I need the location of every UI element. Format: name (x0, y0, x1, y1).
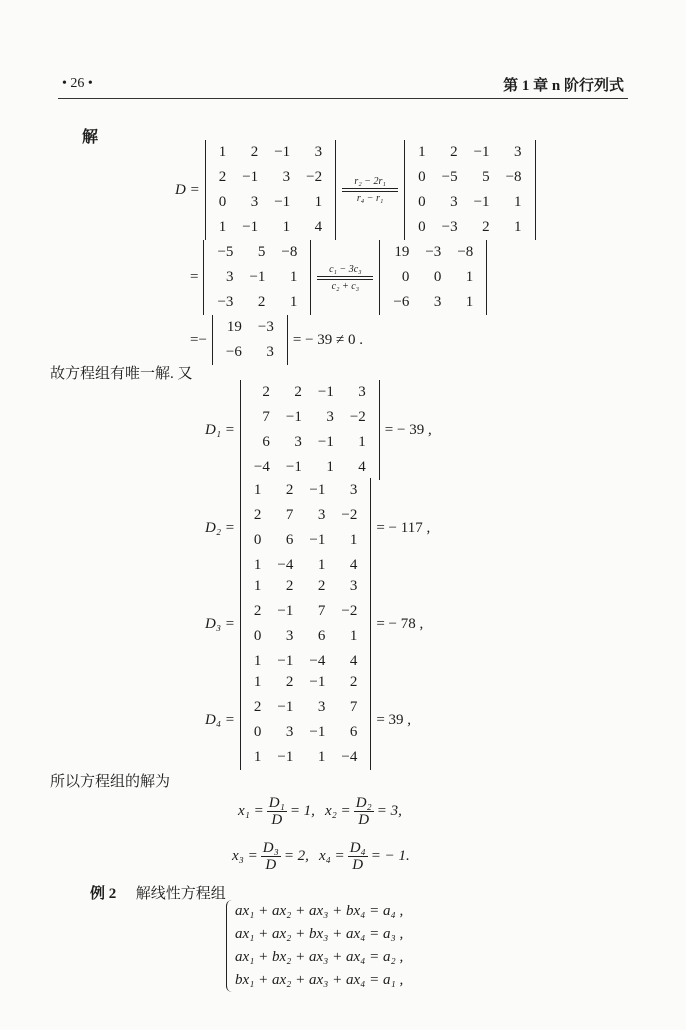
matrix-cell: −3 (441, 219, 458, 235)
matrix-cell: 2 (253, 507, 262, 523)
matrix-cell: 3 (294, 434, 302, 450)
matrix-row (218, 315, 282, 340)
matrix-cell: 0 (418, 219, 426, 235)
matrix-cell: −1 (309, 482, 326, 498)
matrix-cell: 1 (282, 219, 291, 235)
chapter-title: 第 1 章 n 阶行列式 (503, 78, 624, 94)
matrix-cell: 6 (285, 532, 294, 548)
example-heading (90, 882, 226, 903)
matrix-cell: 0 (253, 532, 262, 548)
matrix-cell: −1 (473, 144, 490, 160)
matrix-cell: 1 (253, 749, 262, 765)
matrix-cell: 6 (317, 628, 326, 644)
matrix-cell: 1 (514, 194, 522, 210)
D4-row (200, 670, 416, 770)
x4-rhs: = − 1. (370, 848, 410, 864)
matrix-cell: 1 (358, 434, 366, 450)
equation-1: ax₁ + ax₂ + ax₃ + bx₄ = a₄ , (235, 903, 404, 919)
D3-row (200, 574, 428, 674)
matrix-cell: −4 (341, 749, 358, 765)
page-number: • 26 • (62, 76, 93, 91)
matrix-cell: −1 (309, 724, 326, 740)
matrix-cell: 2 (257, 294, 266, 310)
matrix-cell: 2 (294, 384, 302, 400)
solution-text: 所以方程组的解为 (50, 774, 171, 790)
matrix-table (209, 240, 305, 315)
matrix-row (211, 165, 330, 190)
matrix-cell: 3 (433, 294, 442, 310)
matrix-cell: 1 (218, 219, 227, 235)
example-text: 解线性方程组 (135, 886, 226, 902)
matrix-cell: −2 (306, 169, 323, 185)
matrix-row (246, 624, 365, 649)
det-D-reduced (404, 140, 535, 240)
D-result: = − 39 ≠ 0 . (292, 331, 364, 348)
matrix-row (246, 574, 365, 599)
matrix-cell: 1 (317, 557, 326, 573)
matrix-cell: −1 (277, 603, 294, 619)
matrix-cell: 1 (349, 628, 358, 644)
matrix-cell: 3 (282, 169, 291, 185)
matrix-cell: 3 (514, 144, 522, 160)
matrix-cell: 5 (257, 244, 266, 260)
matrix-table (218, 315, 282, 365)
matrix-row (410, 140, 529, 165)
matrix-cell: 7 (317, 603, 326, 619)
equation-3: ax₁ + bx₂ + ax₃ + ax₄ = a₂ , (235, 949, 404, 965)
det-2x2 (212, 315, 288, 365)
D-label: D = (175, 181, 200, 198)
matrix-cell: 6 (349, 724, 358, 740)
fraction-D4-D (348, 840, 368, 873)
matrix-cell: 3 (266, 344, 274, 360)
matrix-cell: −5 (441, 169, 458, 185)
matrix-cell: −2 (341, 507, 358, 523)
matrix-cell: 3 (317, 507, 326, 523)
matrix-cell: 1 (289, 269, 298, 285)
matrix-row (246, 430, 374, 455)
D2-row (200, 478, 435, 578)
frac-num: D₃ (262, 840, 279, 856)
matrix-cell: −6 (225, 344, 242, 360)
matrix-cell: −1 (274, 194, 291, 210)
matrix-cell: 1 (465, 269, 474, 285)
x3-lhs: x₃ = (232, 848, 258, 864)
x2-rhs: = 3, (376, 803, 402, 819)
matrix-cell: 3 (314, 144, 323, 160)
fraction-D2-D (354, 795, 374, 828)
det-3x3 (203, 240, 311, 315)
D1-label: D₁ = (205, 421, 235, 438)
row-op-top: r₂ − 2r₁ (354, 176, 386, 187)
double-bar (317, 276, 373, 280)
matrix-row (246, 455, 374, 480)
matrix-cell: 2 (218, 169, 227, 185)
matrix-cell: −4 (253, 459, 270, 475)
matrix-row (209, 290, 305, 315)
matrix-cell: −1 (249, 269, 266, 285)
x2-lhs: x₂ = (324, 803, 351, 819)
header-rule (58, 98, 628, 99)
D4-label: D₄ = (205, 711, 235, 728)
solve-label: 解 (82, 129, 99, 146)
matrix-cell: 3 (326, 409, 334, 425)
matrix-cell: 1 (253, 482, 262, 498)
matrix-table (246, 574, 365, 674)
matrix-row (246, 745, 365, 770)
D2-label: D₂ = (205, 519, 235, 536)
matrix-cell: 3 (285, 628, 294, 644)
frac-num: D₁ (268, 795, 285, 811)
matrix-table (410, 140, 529, 240)
matrix-row (410, 215, 529, 240)
matrix-cell: −1 (309, 532, 326, 548)
x1-lhs: x₁ = (238, 803, 264, 819)
matrix-cell: 2 (253, 603, 262, 619)
matrix-cell: 5 (482, 169, 490, 185)
matrix-cell: 1 (253, 557, 262, 573)
matrix-row (246, 670, 365, 695)
equals-minus: =− (190, 331, 207, 348)
matrix-table (246, 380, 374, 480)
matrix-row (385, 240, 481, 265)
matrix-cell: 1 (514, 219, 522, 235)
matrix-cell: −1 (242, 219, 259, 235)
matrix-cell: −1 (317, 384, 334, 400)
matrix-cell: 3 (349, 578, 358, 594)
matrix-table (246, 670, 365, 770)
matrix-cell: 1 (326, 459, 334, 475)
matrix-row (410, 165, 529, 190)
matrix-cell: 1 (349, 532, 358, 548)
matrix-cell: 2 (285, 674, 294, 690)
matrix-cell: 0 (401, 269, 410, 285)
matrix-cell: 2 (317, 578, 326, 594)
matrix-cell: 1 (418, 144, 426, 160)
matrix-cell: 0 (418, 194, 426, 210)
matrix-cell: −2 (341, 603, 358, 619)
matrix-table (246, 478, 365, 578)
matrix-row (209, 240, 305, 265)
det-step-1 (170, 140, 536, 240)
D4-result: = 39 , (376, 711, 412, 728)
matrix-cell: 3 (250, 194, 259, 210)
matrix-cell: 4 (358, 459, 366, 475)
matrix-row (385, 290, 481, 315)
matrix-cell: 7 (262, 409, 270, 425)
det-D4 (240, 670, 371, 770)
matrix-cell: 0 (418, 169, 426, 185)
matrix-cell: 2 (285, 578, 294, 594)
matrix-cell: 1 (218, 144, 227, 160)
D3-label: D₃ = (205, 615, 235, 632)
matrix-cell: 0 (433, 269, 442, 285)
row-operation (342, 176, 398, 204)
matrix-cell: −8 (505, 169, 522, 185)
matrix-cell: 19 (226, 319, 242, 335)
linear-system (226, 900, 403, 992)
frac-den: D (358, 812, 370, 828)
matrix-cell: 3 (285, 724, 294, 740)
matrix-cell: −1 (277, 699, 294, 715)
matrix-cell: 3 (317, 699, 326, 715)
matrix-cell: −3 (425, 244, 442, 260)
matrix-cell: −1 (285, 409, 302, 425)
matrix-cell: −1 (277, 653, 294, 669)
col-op-top: c₁ − 3c₃ (329, 263, 362, 275)
matrix-cell: 1 (289, 294, 298, 310)
matrix-cell: −1 (309, 674, 326, 690)
matrix-cell: 1 (314, 194, 323, 210)
D3-result: = − 78 , (376, 615, 424, 632)
matrix-row (246, 405, 374, 430)
matrix-row (246, 503, 365, 528)
matrix-cell: 0 (218, 194, 227, 210)
matrix-cell: 1 (253, 674, 262, 690)
matrix-cell: 19 (394, 244, 410, 260)
equation-4: bx₁ + ax₂ + ax₃ + ax₄ = a₁ , (235, 972, 404, 988)
matrix-cell: 4 (349, 557, 358, 573)
D2-result: = − 117 , (376, 519, 431, 536)
matrix-row (246, 478, 365, 503)
matrix-cell: −1 (285, 459, 302, 475)
matrix-cell: 2 (250, 144, 259, 160)
x3-rhs: = 2, (283, 848, 309, 864)
matrix-cell: 2 (285, 482, 294, 498)
frac-num: D₂ (355, 795, 372, 811)
matrix-cell: 2 (450, 144, 458, 160)
matrix-cell: −3 (257, 319, 274, 335)
matrix-cell: 0 (253, 724, 262, 740)
equation-2: ax₁ + ax₂ + bx₃ + ax₄ = a₃ , (235, 926, 404, 942)
matrix-row (246, 599, 365, 624)
matrix-row (246, 528, 365, 553)
fraction-D1-D (267, 795, 287, 828)
matrix-cell: −8 (457, 244, 474, 260)
det-step-3 (185, 315, 368, 365)
matrix-cell: −3 (217, 294, 234, 310)
matrix-row (209, 265, 305, 290)
matrix-cell: 2 (253, 699, 262, 715)
matrix-cell: −1 (274, 144, 291, 160)
matrix-row (246, 695, 365, 720)
matrix-cell: −1 (277, 749, 294, 765)
matrix-cell: 1 (317, 749, 326, 765)
matrix-cell: 6 (262, 434, 270, 450)
col-op-bottom: c₂ + c₃ (331, 280, 360, 292)
matrix-cell: 0 (253, 628, 262, 644)
matrix-cell: 7 (349, 699, 358, 715)
D1-result: = − 39 , (384, 421, 432, 438)
row-op-bottom: r₄ − r₁ (356, 193, 384, 204)
matrix-cell: 7 (285, 507, 294, 523)
det-step-2 (185, 240, 487, 315)
example-label: 例 2 (90, 886, 117, 902)
matrix-row (211, 140, 330, 165)
matrix-cell: −8 (281, 244, 298, 260)
D1-row (200, 380, 437, 480)
frac-den: D (271, 812, 283, 828)
matrix-cell: 3 (349, 482, 358, 498)
matrix-cell: 1 (253, 653, 262, 669)
matrix-cell: −6 (393, 294, 410, 310)
matrix-row (385, 265, 481, 290)
det-D (205, 140, 336, 240)
det-D3 (240, 574, 371, 674)
equals-sign: = (190, 269, 199, 285)
matrix-cell: 2 (482, 219, 490, 235)
matrix-cell: 2 (262, 384, 270, 400)
col-operation (317, 264, 373, 292)
matrix-cell: −1 (242, 169, 259, 185)
matrix-cell: −5 (217, 244, 234, 260)
frac-num: D₄ (349, 840, 366, 856)
matrix-cell: 1 (253, 578, 262, 594)
x1-rhs: = 1, (289, 803, 315, 819)
solution-row-2 (232, 840, 410, 873)
solution-row-1 (238, 795, 402, 828)
matrix-row (211, 190, 330, 215)
matrix-cell: 4 (314, 219, 323, 235)
matrix-table (385, 240, 481, 315)
det-3x3-b (379, 240, 487, 315)
matrix-row (410, 190, 529, 215)
matrix-cell: −2 (349, 409, 366, 425)
det-D2 (240, 478, 371, 578)
matrix-row (218, 340, 282, 365)
matrix-cell: −4 (309, 653, 326, 669)
matrix-cell: 3 (450, 194, 458, 210)
matrix-cell: −1 (473, 194, 490, 210)
frac-den: D (352, 857, 364, 873)
x4-lhs: x₄ = (318, 848, 345, 864)
matrix-cell: −4 (277, 557, 294, 573)
matrix-cell: 1 (465, 294, 474, 310)
matrix-cell: −1 (317, 434, 334, 450)
matrix-cell: 3 (225, 269, 234, 285)
matrix-cell: 4 (349, 653, 358, 669)
matrix-row (211, 215, 330, 240)
fraction-D3-D (261, 840, 281, 873)
matrix-row (246, 380, 374, 405)
matrix-cell: 2 (349, 674, 358, 690)
matrix-cell: 3 (358, 384, 366, 400)
det-D1 (240, 380, 380, 480)
double-bar (342, 188, 398, 192)
unique-solution-text: 故方程组有唯一解. 又 (50, 366, 193, 382)
matrix-row (246, 720, 365, 745)
frac-den: D (265, 857, 277, 873)
matrix-table (211, 140, 330, 240)
